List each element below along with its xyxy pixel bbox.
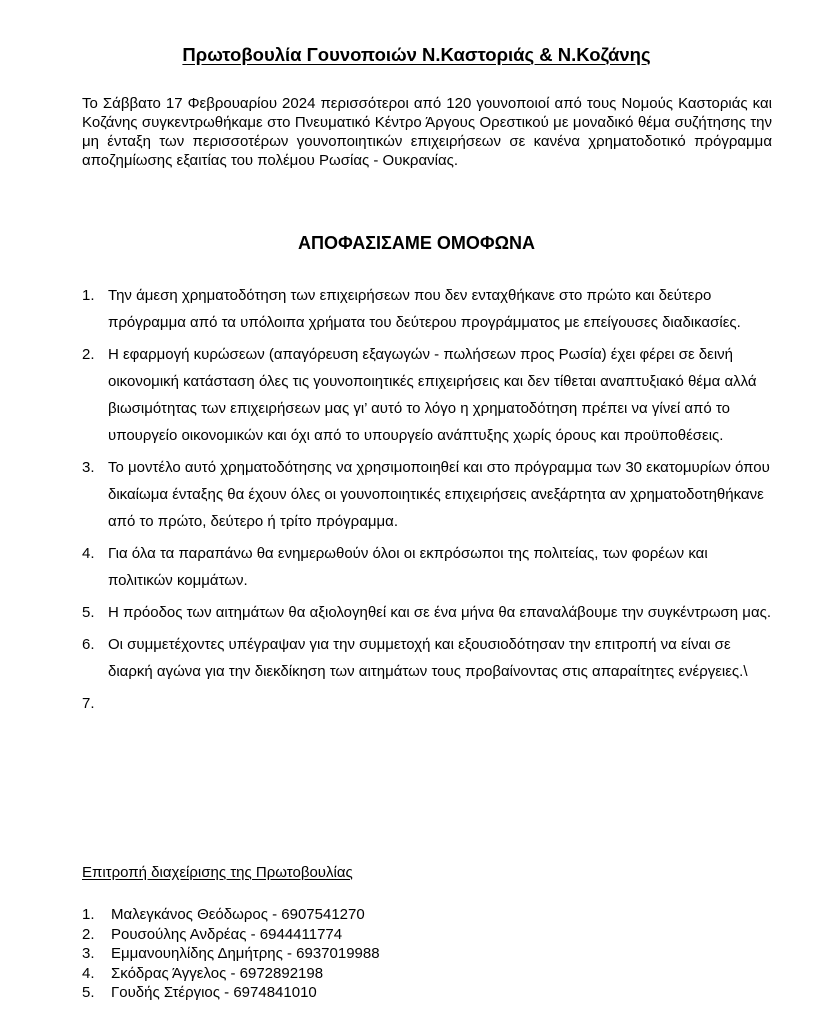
decision-text: Την άμεση χρηματοδότηση των επιχειρήσεων που δεν ενταχθήκανε στο πρώτο και δεύτερο πρόγραμμα από τα υπόλοιπα χρήματα του δεύτερου προγράμματος με επείγουσες διαδικασίες. <box>108 287 741 331</box>
document-title: Πρωτοβουλία Γουνοποιών Ν.Καστοριάς & Ν.Κοζάνης <box>182 44 651 65</box>
member-number: 4. <box>82 964 95 982</box>
member-text: Μαλεγκάνος Θεόδωρος - 6907541270 <box>111 906 365 923</box>
member-item <box>82 983 582 1003</box>
committee-members-list <box>82 905 582 1003</box>
decision-number: 5. <box>82 604 95 621</box>
decision-item <box>82 631 772 685</box>
decision-text: Για όλα τα παραπάνω θα ενημερωθούν όλοι οι εκπρόσωποι της πολιτείας, των φορέων και πολιτικών κομμάτων. <box>108 545 708 589</box>
member-text: Σκόδρας Άγγελος - 6972892198 <box>111 964 324 982</box>
decisions-heading: ΑΠΟΦΑΣΙΣΑΜΕ ΟΜΟΦΩΝΑ <box>297 233 536 253</box>
decision-item <box>82 540 772 594</box>
member-number: 2. <box>82 925 95 943</box>
decision-number: 4. <box>82 545 95 562</box>
member-number: 3. <box>82 945 95 962</box>
member-item <box>82 944 582 964</box>
decision-text <box>108 695 112 712</box>
decision-item <box>82 341 772 449</box>
member-item <box>82 925 582 945</box>
decisions-list <box>82 282 772 722</box>
intro-paragraph: Το Σάββατο 17 Φεβρουαρίου 2024 περισσότεροι από 120 γουνοποιοί από τους Νομούς Καστοριάς και Κοζάνης συγκεντρωθήκαμε στο Πνευματικό Κέντρο Άργους Ορεστικού με μοναδικό θέμα συζήτησης την μη ένταξη των περισσοτέρων γουνοποιητικών επιχειρήσεων σε κανένα χρηματοδοτικό πρόγραμμα αποζημίωσης εξαιτίας του πολέμου Ρωσίας - Ουκρανίας. <box>82 95 772 169</box>
decision-item <box>82 282 772 336</box>
decision-item <box>82 454 772 535</box>
member-item <box>82 964 582 984</box>
member-number: 1. <box>82 906 95 923</box>
member-item <box>82 905 582 925</box>
decision-number: 1. <box>82 287 95 304</box>
decision-number: 7. <box>82 695 95 712</box>
decision-item <box>82 599 772 626</box>
decision-text: Η πρόοδος των αιτημάτων θα αξιολογηθεί και σε ένα μήνα θα επαναλάβουμε την συγκέντρωση μας. <box>108 604 772 621</box>
decision-text: Η εφαρμογή κυρώσεων (απαγόρευση εξαγωγών - πωλήσεων προς Ρωσία) έχει φέρει σε δεινή οικονομική κατάσταση όλες τις γουνοποιητικές επιχειρήσεις και δεν τίθεται αναπτυξιακό θέμα αλλά βιωσιμότητας των επιχειρήσεων μας γι’ αυτό το λόγο η χρηματοδότηση πρέπει να γίνεί από το υπουργείο οικονομικών και όχι από το υπουργείο ανάπτυξης χωρίς όρους και προϋποθέσεις. <box>108 346 757 444</box>
decision-text: Οι συμμετέχοντες υπέγραψαν για την συμμετοχή και εξουσιοδότησαν την επιτροπή να είναι σε διαρκή αγώνα για την διεκδίκηση των αιτημάτων τους προβαίνοντας στις απαραίτητες ενέργειες.\ <box>108 636 748 680</box>
decision-number: 3. <box>82 459 95 476</box>
member-text: Εμμανουηλίδης Δημήτρης - 6937019988 <box>111 945 380 962</box>
decision-number: 6. <box>82 636 95 653</box>
committee-title: Επιτροπή διαχείρισης της Πρωτοβουλίας <box>82 864 353 881</box>
member-text: Ρουσούλης Ανδρέας - 6944411774 <box>111 925 343 943</box>
member-number: 5. <box>82 984 95 1001</box>
decision-text: Το μοντέλο αυτό χρηματοδότησης να χρησιμοποιηθεί και στο πρόγραμμα των 30 εκατομυρίων όπου δικαίωμα ένταξης θα έχουν όλες οι γουνοποιητικές επιχειρήσεις ανεξάρτητα αν χρηματοδοτηθήκανε από το πρώτο, δεύτερο ή τρίτο πρόγραμμα. <box>108 459 770 530</box>
decision-number: 2. <box>82 346 95 363</box>
member-text: Γουδής Στέργιος - 6974841010 <box>111 984 317 1001</box>
decision-item <box>82 690 772 717</box>
